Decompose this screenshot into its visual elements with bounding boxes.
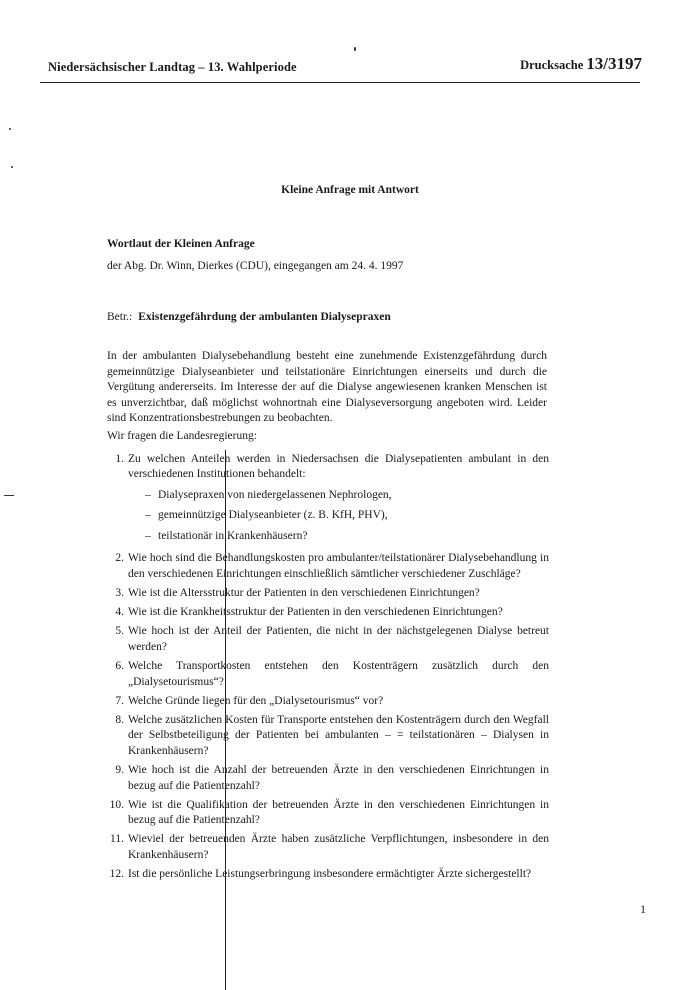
subject-text: Existenzgefährdung der ambulanten Dialysepraxen (138, 311, 391, 323)
header-parliament: Niedersächsischer Landtag – 13. Wahlperiode (48, 60, 297, 74)
document-title: Kleine Anfrage mit Antwort (281, 184, 419, 196)
question-item (107, 798, 549, 829)
question-item (107, 605, 549, 621)
question-item (107, 624, 549, 655)
page-number: 1 (640, 902, 646, 916)
question-text: Wie ist die Altersstruktur der Patienten in den verschiedenen Einrichtungen? (128, 587, 480, 600)
question-text: Wie hoch ist die Anzahl der betreuenden Ärzte in den verschiedenen Einrichtungen in bezug auf die Patientenzahl? (128, 764, 549, 792)
question-text: Wie hoch ist der Anteil der Patienten, die nicht in der nächstgelegenen Dialyse betreut werden? (128, 625, 549, 653)
scan-speck (11, 166, 13, 168)
question-number: 7. (115, 694, 124, 707)
intro-paragraph: In der ambulanten Dialysebehandlung besteht eine zunehmende Existenzgefährdung durch gemeinnützige Dialyseanbieter und teilstationäre Einrichtungen einerseits und durch die Vergütung andererseits. Im Interesse der auf die Dialyse angewiesenen kranken Menschen ist es unverzichtbar, daß möglichst wohnortnah eine Dialyseversorgung angeboten wird. Leider sind Konzentrationsbestrebungen zu beobachten. (107, 350, 547, 425)
sub-item-text: teilstationär in Krankenhäusern? (158, 529, 308, 542)
question-item (107, 452, 549, 545)
header-drucksache (520, 54, 642, 74)
question-number: 5. (115, 625, 124, 638)
wortlaut-heading: Wortlaut der Kleinen Anfrage (107, 238, 255, 250)
scan-mark (4, 495, 14, 496)
question-number: 2. (115, 552, 124, 565)
sub-item: – teilstationär in Krankenhäusern? (145, 529, 549, 545)
question-item (107, 713, 549, 760)
question-number: 4. (115, 606, 124, 619)
question-number: 12. (109, 868, 124, 881)
scan-speck (9, 128, 11, 130)
sub-item: – gemeinnützige Dialyseanbieter (z. B. KfH, PHV), (145, 508, 549, 524)
question-text: Wieviel der betreuenden Ärzte haben zusätzliche Verpflichtungen, insbesondere in den Krankenhäusern? (128, 833, 549, 862)
drucksache-number: 13/3197 (586, 54, 642, 73)
question-text: Welche Gründe liegen für den „Dialysetourismus“ vor? (128, 694, 384, 707)
sub-item-text: gemeinnützige Dialyseanbieter (z. B. KfH, PHV), (158, 509, 388, 522)
question-number: 8. (115, 713, 124, 726)
sub-item-text: Dialysepraxen von niedergelassenen Nephrologen, (158, 488, 392, 501)
question-number: 3. (115, 587, 124, 600)
question-list (107, 448, 549, 883)
question-text: Ist die persönliche Leistungserbringung insbesondere ermächtigter Ärzte sichergestellt? (128, 868, 532, 881)
question-text: Welche Transportkosten entstehen den Kostenträgern zusätzlich durch den „Dialysetourismus“? (128, 660, 549, 688)
header-rule (40, 82, 640, 83)
question-number: 6. (115, 660, 124, 673)
drucksache-label: Drucksache (520, 58, 584, 72)
question-text: Wie ist die Qualifikation der betreuenden Ärzte in den verschiedenen Einrichtungen in bezug auf die Patientenzahl? (128, 798, 549, 827)
question-item (107, 832, 549, 863)
sub-item: – Dialysepraxen von niedergelassenen Nephrologen, (145, 488, 549, 504)
question-subitems (145, 488, 549, 545)
subject-line (107, 311, 391, 323)
scan-speck (354, 47, 356, 51)
question-item (107, 867, 549, 883)
question-item (107, 694, 549, 710)
question-item (107, 551, 549, 582)
question-item (107, 763, 549, 794)
wortlaut-subline: der Abg. Dr. Winn, Dierkes (CDU), eingegangen am 24. 4. 1997 (107, 260, 404, 272)
question-number: 1. (115, 452, 124, 465)
question-item (107, 586, 549, 602)
question-number: 9. (115, 764, 124, 777)
question-text: Welche zusätzlichen Kosten für Transporte entstehen den Kostenträgern durch den Wegfall der Selbstbeteiligung der Patienten bei ambulanten – = teilstationären – Dialysen in Krankenhäusern? (128, 713, 549, 757)
question-number: 11. (110, 833, 124, 846)
question-item (107, 659, 549, 690)
subject-label: Betr.: (107, 311, 133, 323)
question-text: Zu welchen Anteilen werden in Niedersachsen die Dialysepatienten ambulant in den verschiedenen Institutionen behandelt: (128, 452, 549, 481)
question-number: 10. (109, 798, 124, 811)
question-text: Wie ist die Krankheitsstruktur der Patienten in den verschiedenen Einrichtungen? (128, 606, 503, 619)
question-text: Wie hoch sind die Behandlungskosten pro ambulanter/teilstationärer Dialysebehandlung in den verschiedenen Einrichtungen einschließlich sämtlicher verschiedener Zuschläge? (128, 552, 549, 581)
question-lead: Wir fragen die Landesregierung: (107, 430, 257, 442)
